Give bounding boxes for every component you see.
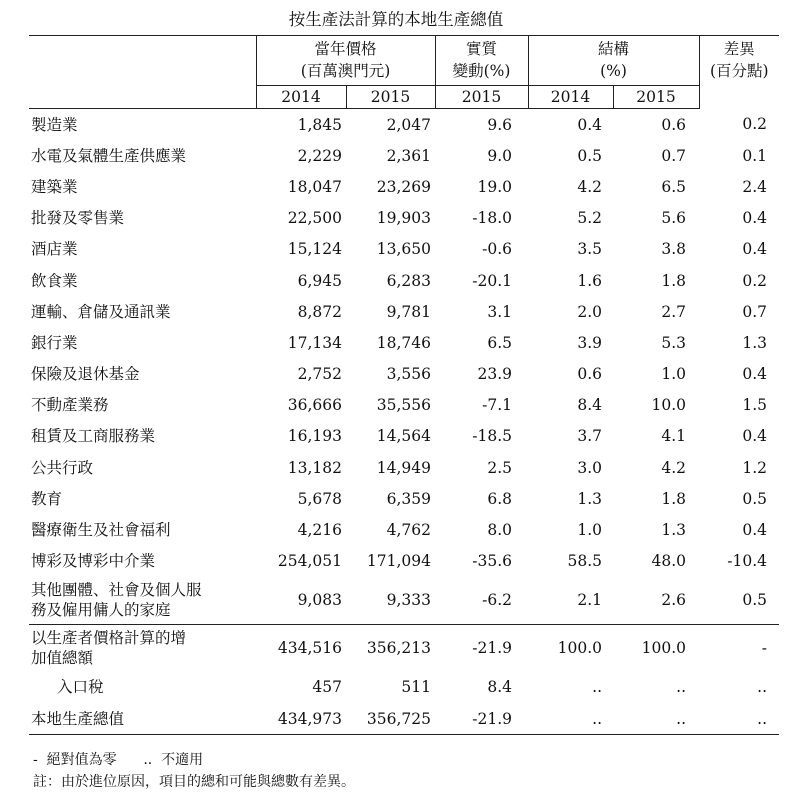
real-change: -21.9 bbox=[435, 703, 528, 735]
value-2015: 511 bbox=[401, 678, 432, 697]
industry-name: 不動產業務 bbox=[31, 396, 109, 415]
real-change: -21.9 bbox=[435, 624, 528, 672]
header-structure-unit: (%) bbox=[600, 62, 627, 80]
difference: 1.2 bbox=[742, 458, 768, 477]
legend-note: - 絕對值為零 .. 不適用 bbox=[33, 752, 204, 768]
industry-name: 公共行政 bbox=[31, 458, 94, 477]
structure-2015: 0.6 bbox=[661, 115, 687, 134]
real-change: 8.4 bbox=[487, 678, 513, 697]
value-2014: 1,845 bbox=[297, 115, 342, 134]
value-2014: 8,872 bbox=[297, 302, 342, 321]
real-change: 23.9 bbox=[477, 365, 513, 384]
value-2015: 171,094 bbox=[366, 552, 432, 571]
structure-2015: .. bbox=[676, 678, 687, 697]
header-blank bbox=[29, 36, 256, 86]
table-row bbox=[29, 546, 779, 577]
table-row bbox=[29, 109, 779, 141]
difference: .. bbox=[757, 678, 768, 697]
summary-name: 本地生產總值 bbox=[29, 703, 256, 735]
header-structure-title: 結構 bbox=[598, 40, 630, 58]
value-2014: 22,500 bbox=[287, 209, 342, 228]
footnote: 註：由於進位原因，項目的總和可能與總數有差異。 bbox=[33, 774, 355, 790]
structure-2014: 4.2 bbox=[577, 177, 603, 196]
industry-name: 保險及退休基金 bbox=[31, 365, 140, 384]
value-2014: 18,047 bbox=[287, 177, 342, 196]
header-real-change bbox=[435, 36, 528, 86]
structure-2015: 10.0 bbox=[651, 396, 687, 415]
table-row bbox=[29, 296, 779, 327]
value-2014: 434,973 bbox=[256, 703, 346, 735]
header-year: 2015 bbox=[613, 86, 699, 109]
summary-row-import-tax bbox=[29, 672, 779, 703]
table-row bbox=[29, 483, 779, 514]
real-change: 6.5 bbox=[487, 333, 513, 352]
difference: 1.3 bbox=[742, 333, 768, 352]
industry-name: 建築業 bbox=[31, 177, 78, 196]
header-year: 2015 bbox=[435, 86, 528, 109]
structure-2014: 2.1 bbox=[577, 591, 603, 610]
header-real-unit: 變動(%) bbox=[452, 62, 511, 80]
table-row bbox=[29, 140, 779, 171]
value-2015: 6,359 bbox=[386, 489, 432, 508]
difference: 1.5 bbox=[742, 396, 768, 415]
structure-2014: .. bbox=[592, 678, 603, 697]
structure-2014: 1.0 bbox=[577, 521, 603, 540]
structure-2015: 1.8 bbox=[661, 271, 687, 290]
difference: 0.2 bbox=[742, 271, 768, 290]
real-change: -18.0 bbox=[472, 209, 513, 228]
header-blank-2 bbox=[29, 86, 256, 109]
structure-2014: 0.5 bbox=[577, 146, 603, 165]
header-structure bbox=[528, 36, 699, 86]
industry-name-line: 務及僱用傭人的家庭 bbox=[31, 601, 171, 620]
structure-2014: 0.4 bbox=[577, 115, 603, 134]
summary-name-line: 加值總額 bbox=[31, 649, 94, 668]
structure-2015: 0.7 bbox=[661, 146, 687, 165]
structure-2015: 100.0 bbox=[613, 624, 699, 672]
value-2014: 5,678 bbox=[297, 489, 342, 508]
summary-row-gva bbox=[29, 624, 779, 672]
structure-2014: .. bbox=[528, 703, 613, 735]
value-2014: 36,666 bbox=[287, 396, 342, 415]
industry-name: 運輸、倉儲及通訊業 bbox=[31, 302, 171, 321]
real-change: 9.0 bbox=[487, 146, 513, 165]
header-real-title: 實質 bbox=[466, 40, 498, 58]
value-2014: 2,229 bbox=[297, 146, 342, 165]
value-2015: 14,564 bbox=[376, 427, 432, 446]
structure-2015: 1.8 bbox=[661, 489, 687, 508]
structure-2014: 3.5 bbox=[577, 240, 603, 259]
value-2015: 18,746 bbox=[376, 333, 432, 352]
industry-name-line: 其他團體、社會及個人服 bbox=[31, 581, 202, 600]
table-title: 按生產法計算的本地生產總值 bbox=[288, 10, 504, 29]
real-change: 19.0 bbox=[477, 177, 513, 196]
table-row bbox=[29, 327, 779, 358]
header-year: 2014 bbox=[256, 86, 346, 109]
table-row bbox=[29, 171, 779, 202]
structure-2014: 1.3 bbox=[577, 489, 603, 508]
real-change: -0.6 bbox=[482, 240, 513, 259]
real-change: 6.8 bbox=[487, 489, 513, 508]
structure-2015: .. bbox=[613, 703, 699, 735]
table-row bbox=[29, 265, 779, 296]
structure-2014: 1.6 bbox=[577, 271, 603, 290]
value-2014: 4,216 bbox=[297, 521, 342, 540]
structure-2014: 3.9 bbox=[577, 333, 603, 352]
header-nominal-title: 當年價格 bbox=[314, 40, 377, 58]
industry-name bbox=[29, 577, 256, 625]
difference: 0.4 bbox=[742, 209, 768, 228]
value-2015: 23,269 bbox=[376, 177, 432, 196]
table-row bbox=[29, 421, 779, 452]
structure-2015: 1.0 bbox=[661, 365, 687, 384]
real-change: -6.2 bbox=[482, 591, 513, 610]
structure-2015: 6.5 bbox=[661, 177, 687, 196]
real-change: -18.5 bbox=[472, 427, 513, 446]
value-2015: 14,949 bbox=[376, 458, 432, 477]
value-2014: 9,083 bbox=[297, 591, 342, 610]
structure-2015: 5.6 bbox=[661, 209, 687, 228]
value-2014: 457 bbox=[312, 678, 342, 697]
real-change: -7.1 bbox=[482, 396, 513, 415]
difference: 0.4 bbox=[742, 365, 768, 384]
structure-2014: 3.7 bbox=[577, 427, 603, 446]
industry-name: 水電及氣體生產供應業 bbox=[31, 146, 187, 165]
structure-2015: 3.8 bbox=[661, 240, 687, 259]
value-2015: 356,213 bbox=[346, 624, 435, 672]
table-row bbox=[29, 577, 779, 625]
real-change: 3.1 bbox=[487, 302, 513, 321]
header-nominal bbox=[256, 36, 435, 86]
table-row bbox=[29, 514, 779, 545]
value-2014: 15,124 bbox=[287, 240, 342, 259]
summary-name-line: 以生產者價格計算的增 bbox=[31, 629, 187, 648]
value-2014: 13,182 bbox=[287, 458, 342, 477]
difference: 0.1 bbox=[742, 146, 768, 165]
industry-name: 批發及零售業 bbox=[31, 209, 125, 228]
real-change: 8.0 bbox=[487, 521, 513, 540]
industry-name: 博彩及博彩中介業 bbox=[31, 552, 156, 571]
industry-name: 銀行業 bbox=[31, 333, 78, 352]
value-2014: 6,945 bbox=[297, 271, 342, 290]
table-row bbox=[29, 359, 779, 390]
difference: 2.4 bbox=[742, 177, 768, 196]
difference: 0.7 bbox=[742, 302, 768, 321]
industry-name: 教育 bbox=[31, 489, 63, 508]
summary-name: 入口稅 bbox=[57, 678, 104, 697]
real-change: -35.6 bbox=[472, 552, 513, 571]
structure-2015: 4.2 bbox=[661, 458, 687, 477]
value-2015: 19,903 bbox=[376, 209, 432, 228]
value-2015: 9,333 bbox=[386, 591, 432, 610]
structure-2014: 0.6 bbox=[577, 365, 603, 384]
difference: -10.4 bbox=[727, 552, 768, 571]
structure-2014: 8.4 bbox=[577, 396, 603, 415]
real-change: -20.1 bbox=[472, 271, 513, 290]
difference: 0.5 bbox=[742, 489, 768, 508]
real-change: 9.6 bbox=[487, 115, 513, 134]
header-year: 2014 bbox=[528, 86, 613, 109]
value-2014: 16,193 bbox=[287, 427, 342, 446]
header-year: 2015 bbox=[346, 86, 435, 109]
header-diff-unit: (百分點) bbox=[709, 62, 769, 80]
value-2014: 254,051 bbox=[277, 552, 342, 571]
industry-name: 租賃及工商服務業 bbox=[31, 427, 156, 446]
structure-2014: 2.0 bbox=[577, 302, 603, 321]
value-2015: 35,556 bbox=[376, 396, 432, 415]
structure-2015: 1.3 bbox=[661, 521, 687, 540]
structure-2014: 3.0 bbox=[577, 458, 603, 477]
real-change: 2.5 bbox=[487, 458, 513, 477]
industry-name: 製造業 bbox=[31, 115, 78, 134]
table-row bbox=[29, 390, 779, 421]
value-2015: 6,283 bbox=[386, 271, 432, 290]
table-row bbox=[29, 203, 779, 234]
value-2015: 356,725 bbox=[346, 703, 435, 735]
structure-2015: 2.6 bbox=[661, 591, 687, 610]
industry-name: 飲食業 bbox=[31, 271, 78, 290]
value-2015: 4,762 bbox=[386, 521, 432, 540]
difference: 0.4 bbox=[742, 427, 768, 446]
structure-2014: 5.2 bbox=[577, 209, 603, 228]
structure-2015: 4.1 bbox=[661, 427, 687, 446]
table-row bbox=[29, 452, 779, 483]
gdp-production-table bbox=[29, 35, 779, 735]
summary-name bbox=[29, 624, 256, 672]
value-2015: 2,361 bbox=[386, 146, 432, 165]
industry-name: 醫療衛生及社會福利 bbox=[31, 521, 171, 540]
summary-row-gdp bbox=[29, 703, 779, 735]
difference: .. bbox=[699, 703, 779, 735]
difference: 0.5 bbox=[742, 591, 768, 610]
value-2014: 434,516 bbox=[256, 624, 346, 672]
structure-2015: 48.0 bbox=[651, 552, 687, 571]
table-row bbox=[29, 234, 779, 265]
difference: 0.2 bbox=[742, 115, 768, 134]
difference: - bbox=[699, 624, 779, 672]
header-diff-title: 差異 bbox=[723, 40, 755, 58]
structure-2014: 58.5 bbox=[567, 552, 603, 571]
header-nominal-unit: (百萬澳門元) bbox=[300, 62, 391, 80]
value-2015: 2,047 bbox=[386, 115, 432, 134]
header-difference bbox=[699, 36, 779, 109]
value-2014: 2,752 bbox=[297, 365, 342, 384]
difference: 0.4 bbox=[742, 240, 768, 259]
value-2014: 17,134 bbox=[287, 333, 342, 352]
structure-2014: 100.0 bbox=[528, 624, 613, 672]
value-2015: 9,781 bbox=[386, 302, 432, 321]
structure-2015: 2.7 bbox=[661, 302, 687, 321]
industry-name: 酒店業 bbox=[31, 240, 78, 259]
value-2015: 13,650 bbox=[376, 240, 432, 259]
difference: 0.4 bbox=[742, 521, 768, 540]
table-notes bbox=[33, 749, 355, 793]
structure-2015: 5.3 bbox=[661, 333, 687, 352]
value-2015: 3,556 bbox=[386, 365, 432, 384]
